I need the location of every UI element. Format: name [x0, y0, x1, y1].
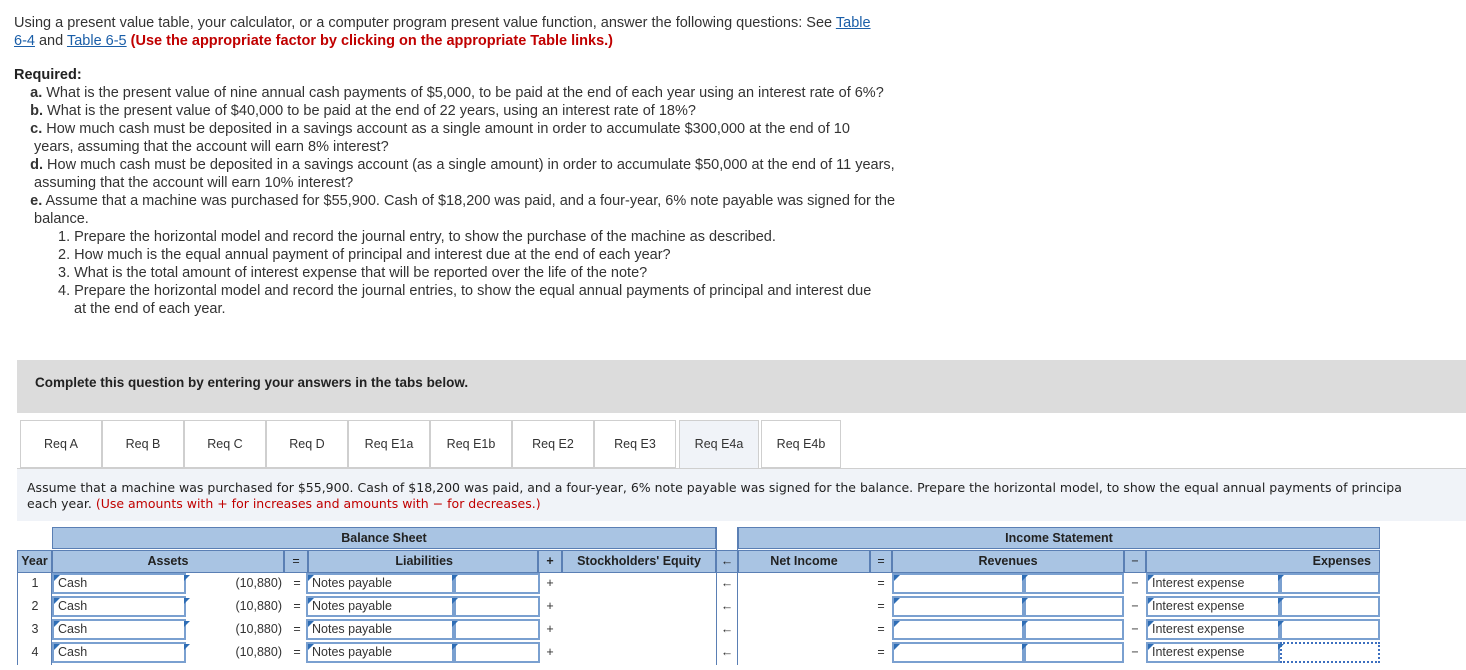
- year-cell: 2: [31, 599, 39, 613]
- input-flag-icon: [894, 575, 900, 581]
- input-flag-icon: [452, 575, 458, 581]
- asset-account-select[interactable]: Cash: [52, 573, 186, 594]
- plus-col-header: +: [538, 550, 562, 573]
- input-flag-icon: [894, 621, 900, 627]
- input-flag-icon: [1278, 575, 1284, 581]
- net-income-col-header: Net Income: [738, 550, 870, 573]
- stockholders-equity-input[interactable]: [562, 619, 716, 640]
- liability-account-select[interactable]: Notes payable: [306, 619, 454, 640]
- input-flag-icon: [308, 644, 314, 650]
- assets-col-header: Assets: [52, 550, 284, 573]
- expense-amount-input[interactable]: [1280, 596, 1380, 617]
- equals2-col-header: =: [870, 550, 892, 573]
- arrow-sign: ←: [720, 622, 734, 636]
- liability-account-select[interactable]: Notes payable: [306, 596, 454, 617]
- equals-sign: =: [877, 622, 885, 636]
- panel-instructions-text-2: each year.: [27, 496, 96, 511]
- panel-hint: (Use amounts with + for increases and amounts with − for decreases.): [95, 496, 541, 511]
- expenses-col-header: Expenses: [1146, 550, 1380, 573]
- revenue-amount-input[interactable]: [1024, 619, 1124, 640]
- panel-instructions-text: Assume that a machine was purchased for $55,900. Cash of $18,200 was paid, and a four-year, 6% note payable was signed for the balance. Prepare the horizontal model, to show the equal annual payments of principa: [27, 480, 1402, 495]
- input-flag-icon: [54, 644, 60, 650]
- banner-text: Complete this question by entering your answers in the tabs below.: [35, 375, 469, 390]
- intro-instruction: (Use the appropriate factor by clicking on the appropriate Table links.): [126, 33, 614, 49]
- question-text: [14, 14, 959, 318]
- year-cell: 1: [31, 576, 39, 590]
- year-column-border: [17, 573, 52, 665]
- expense-account-select[interactable]: Interest expense: [1146, 619, 1280, 640]
- panel-instructions: [17, 469, 1466, 521]
- revenue-account-select[interactable]: [892, 573, 1024, 594]
- expense-account-select[interactable]: Interest expense: [1146, 642, 1280, 663]
- stockholders-equity-col-header: Stockholders' Equity: [562, 550, 716, 573]
- intro-text: Using a present value table, your calculator, or a computer program present value function, answer the following questions: See: [14, 15, 836, 31]
- tab-req-e1b[interactable]: Req E1b: [430, 420, 512, 468]
- revenues-col-header: Revenues: [892, 550, 1124, 573]
- required-heading: Required:: [14, 67, 82, 83]
- input-flag-icon: [1022, 575, 1028, 581]
- stockholders-equity-input[interactable]: [562, 596, 716, 617]
- input-flag-icon: [54, 621, 60, 627]
- input-flag-icon: [452, 644, 458, 650]
- question-e4: 4. Prepare the horizontal model and record the journal entries, to show the equal annual payments of principal and interest due: [58, 283, 872, 299]
- question-e4-cont: at the end of each year.: [74, 301, 226, 317]
- net-income-input[interactable]: [738, 573, 870, 594]
- input-flag-icon: [894, 598, 900, 604]
- question-a: a. What is the present value of nine annual cash payments of $5,000, to be paid at the end of each year using an interest rate of 6%?: [30, 85, 884, 101]
- equals-col-header: =: [284, 550, 308, 573]
- question-c: c. How much cash must be deposited in a savings account as a single amount in order to accumulate $300,000 at the end of 10: [30, 121, 850, 137]
- equals-sign: =: [877, 599, 885, 613]
- tab-req-e3[interactable]: Req E3: [594, 420, 676, 468]
- arrow-sign: ←: [720, 576, 734, 590]
- question-e2: 2. How much is the equal annual payment of principal and interest due at the end of each year?: [58, 247, 671, 263]
- stockholders-equity-input[interactable]: [562, 573, 716, 594]
- question-e: e. Assume that a machine was purchased for $55,900. Cash of $18,200 was paid, and a four-year, 6% note payable was signed for the: [30, 193, 896, 209]
- input-flag-icon: [1278, 598, 1284, 604]
- question-e3: 3. What is the total amount of interest expense that will be reported over the life of the note?: [58, 265, 648, 281]
- plus-sign: +: [546, 622, 554, 636]
- balance-sheet-header: Balance Sheet: [52, 527, 716, 549]
- tab-req-e1a[interactable]: Req E1a: [348, 420, 430, 468]
- liability-account-select[interactable]: Notes payable: [306, 573, 454, 594]
- equals-sign: =: [877, 576, 885, 590]
- net-income-input[interactable]: [738, 642, 870, 663]
- requirement-tabs: [17, 420, 1466, 468]
- liability-amount-input[interactable]: [454, 642, 540, 663]
- table-6-4-link-a[interactable]: Table: [835, 15, 871, 31]
- input-flag-icon: [308, 621, 314, 627]
- input-flag-icon: [1278, 621, 1284, 627]
- tab-req-a[interactable]: Req A: [20, 420, 102, 468]
- tab-req-e2[interactable]: Req E2: [512, 420, 594, 468]
- asset-account-select[interactable]: Cash: [52, 642, 186, 663]
- revenue-account-select[interactable]: [892, 619, 1024, 640]
- input-flag-icon: [1022, 621, 1028, 627]
- minus-sign: −: [1131, 599, 1139, 613]
- year-cell: 3: [31, 622, 39, 636]
- equals-sign: =: [293, 645, 301, 659]
- revenue-amount-input[interactable]: [1024, 642, 1124, 663]
- input-flag-icon: [894, 644, 900, 650]
- input-flag-icon: [452, 598, 458, 604]
- separator-column-border: [716, 527, 738, 665]
- input-flag-icon: [452, 621, 458, 627]
- asset-amount-input[interactable]: (10,880): [235, 645, 282, 659]
- liability-amount-input[interactable]: [454, 573, 540, 594]
- table-6-4-link-b[interactable]: 6-4: [14, 33, 35, 49]
- tab-req-b[interactable]: Req B: [102, 420, 184, 468]
- liabilities-col-header: Liabilities: [308, 550, 538, 573]
- liability-account-select[interactable]: Notes payable: [306, 642, 454, 663]
- year-col-header: Year: [17, 550, 52, 573]
- input-flag-icon: [1148, 575, 1154, 581]
- input-flag-icon: [184, 621, 190, 627]
- input-flag-icon: [54, 575, 60, 581]
- revenue-account-select[interactable]: [892, 642, 1024, 663]
- income-statement-header: Income Statement: [738, 527, 1380, 549]
- expense-account-select[interactable]: Interest expense: [1146, 573, 1280, 594]
- net-income-input[interactable]: [738, 619, 870, 640]
- arrow-sign: ←: [720, 645, 734, 659]
- asset-amount-input[interactable]: (10,880): [235, 599, 282, 613]
- input-flag-icon: [184, 575, 190, 581]
- input-flag-icon: [1148, 598, 1154, 604]
- revenue-account-select[interactable]: [892, 596, 1024, 617]
- question-c-cont: years, assuming that the account will earn 8% interest?: [34, 139, 389, 155]
- asset-amount-input[interactable]: (10,880): [235, 576, 282, 590]
- input-flag-icon: [1278, 644, 1284, 650]
- minus-col-header: −: [1124, 550, 1146, 573]
- arrow-sign: ←: [720, 599, 734, 613]
- and-text: and: [34, 33, 67, 49]
- question-e-cont: balance.: [34, 211, 89, 227]
- revenue-amount-input[interactable]: [1024, 573, 1124, 594]
- equals-sign: =: [877, 645, 885, 659]
- expense-account-select[interactable]: Interest expense: [1146, 596, 1280, 617]
- minus-sign: −: [1131, 622, 1139, 636]
- expense-amount-input[interactable]: [1280, 619, 1380, 640]
- tab-req-e4a[interactable]: Req E4a: [679, 420, 759, 469]
- plus-sign: +: [546, 645, 554, 659]
- minus-sign: −: [1131, 645, 1139, 659]
- plus-sign: +: [546, 576, 554, 590]
- tab-req-d[interactable]: Req D: [266, 420, 348, 468]
- expense-amount-input[interactable]: [1280, 642, 1380, 663]
- equals-sign: =: [293, 622, 301, 636]
- revenue-amount-input[interactable]: [1024, 596, 1124, 617]
- expense-amount-input[interactable]: [1280, 573, 1380, 594]
- question-b: b. What is the present value of $40,000 to be paid at the end of 22 years, using an interest rate of 18%?: [30, 103, 696, 119]
- minus-sign: −: [1131, 576, 1139, 590]
- input-flag-icon: [1148, 644, 1154, 650]
- question-d: d. How much cash must be deposited in a savings account (as a single amount) in order to accumulate $50,000 at the end of 11 years,: [30, 157, 895, 173]
- tab-req-c[interactable]: Req C: [184, 420, 266, 468]
- question-d-cont: assuming that the account will earn 10% interest?: [34, 175, 354, 191]
- input-flag-icon: [184, 598, 190, 604]
- liability-amount-input[interactable]: [454, 619, 540, 640]
- stockholders-equity-input[interactable]: [562, 642, 716, 663]
- arrow-col-header: ←: [716, 550, 738, 573]
- asset-account-select[interactable]: Cash: [52, 596, 186, 617]
- input-flag-icon: [54, 598, 60, 604]
- asset-account-select[interactable]: Cash: [52, 619, 186, 640]
- year-cell: 4: [31, 645, 39, 659]
- input-flag-icon: [184, 644, 190, 650]
- input-flag-icon: [1148, 621, 1154, 627]
- table-6-5-link[interactable]: Table 6-5: [66, 33, 127, 49]
- net-income-input[interactable]: [738, 596, 870, 617]
- input-flag-icon: [1022, 644, 1028, 650]
- equals-sign: =: [293, 576, 301, 590]
- input-flag-icon: [1022, 598, 1028, 604]
- input-flag-icon: [308, 598, 314, 604]
- liability-amount-input[interactable]: [454, 596, 540, 617]
- equals-sign: =: [293, 599, 301, 613]
- tab-req-e4b[interactable]: Req E4b: [761, 420, 841, 468]
- instruction-banner: [17, 360, 1466, 413]
- plus-sign: +: [546, 599, 554, 613]
- input-flag-icon: [308, 575, 314, 581]
- question-e1: 1. Prepare the horizontal model and record the journal entry, to show the purchase of the machine as described.: [58, 229, 776, 245]
- asset-amount-input[interactable]: (10,880): [235, 622, 282, 636]
